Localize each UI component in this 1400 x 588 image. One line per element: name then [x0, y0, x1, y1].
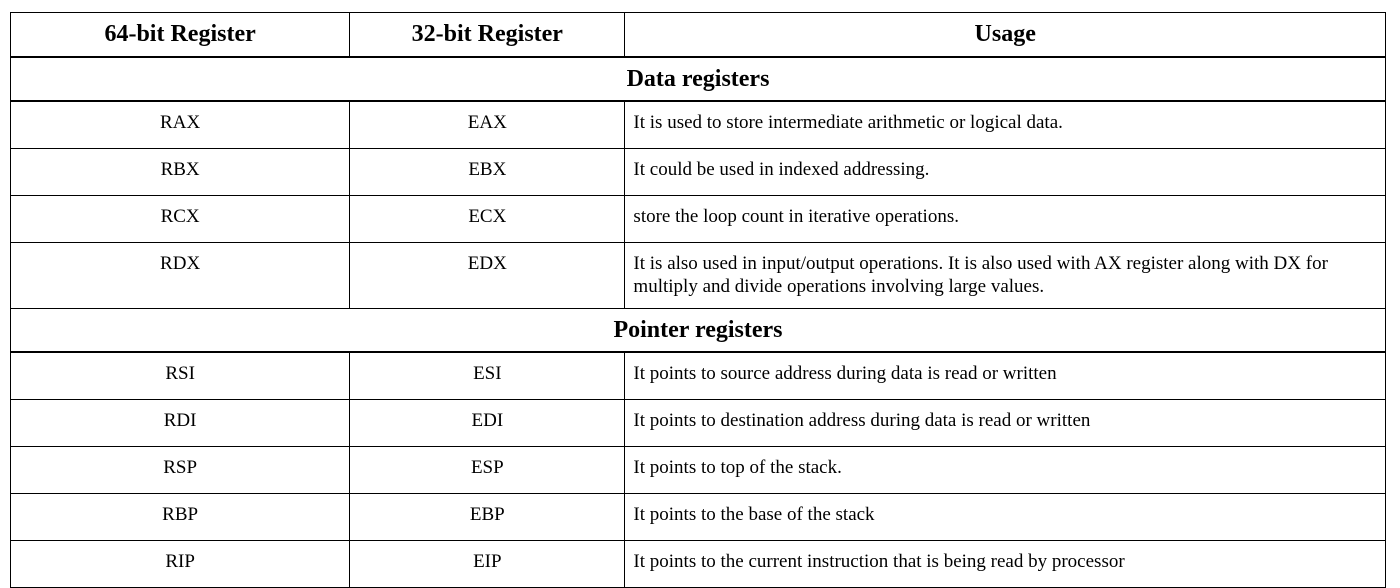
cell-usage: It points to top of the stack.: [625, 447, 1386, 494]
cell-usage: It points to the current instruction that is being read by processor: [625, 541, 1386, 588]
header-64bit: 64-bit Register: [11, 13, 350, 58]
cell-64bit: RDX: [11, 243, 350, 309]
cell-64bit: RDI: [11, 400, 350, 447]
table-row: [11, 352, 1386, 400]
cell-32bit: EIP: [350, 541, 625, 588]
table-row: [11, 149, 1386, 196]
section-title-pointer-registers: Pointer registers: [11, 309, 1386, 353]
cell-64bit: RSI: [11, 352, 350, 400]
cell-64bit: RAX: [11, 101, 350, 149]
table-row: [11, 447, 1386, 494]
table-row: [11, 196, 1386, 243]
section-row-data-registers: [11, 57, 1386, 101]
register-table: [10, 12, 1386, 588]
cell-64bit: RCX: [11, 196, 350, 243]
header-row: [11, 13, 1386, 58]
cell-64bit: RBX: [11, 149, 350, 196]
cell-32bit: ESP: [350, 447, 625, 494]
text-cursor: [10, 516, 11, 534]
section-title-data-registers: Data registers: [11, 57, 1386, 101]
cell-usage: It points to destination address during data is read or written: [625, 400, 1386, 447]
cell-64bit: RBP: [11, 494, 350, 541]
cell-64bit: RSP: [11, 447, 350, 494]
table-row: [11, 494, 1386, 541]
header-usage: Usage: [625, 13, 1386, 58]
cell-usage: It points to source address during data is read or written: [625, 352, 1386, 400]
cell-32bit: EAX: [350, 101, 625, 149]
cell-usage: It is also used in input/output operations. It is also used with AX register along with DX for multiply and divide operations involving large values.: [625, 243, 1386, 309]
cell-32bit: EBX: [350, 149, 625, 196]
cell-32bit: ESI: [350, 352, 625, 400]
section-row-pointer-registers: [11, 309, 1386, 353]
header-32bit: 32-bit Register: [350, 13, 625, 58]
cell-32bit: EBP: [350, 494, 625, 541]
cell-32bit: EDX: [350, 243, 625, 309]
table-row: [11, 541, 1386, 588]
cell-32bit: ECX: [350, 196, 625, 243]
cell-usage: It is used to store intermediate arithmetic or logical data.: [625, 101, 1386, 149]
cell-usage: store the loop count in iterative operations.: [625, 196, 1386, 243]
cell-32bit: EDI: [350, 400, 625, 447]
table-row: [11, 243, 1386, 309]
table-row: [11, 101, 1386, 149]
cell-usage: It could be used in indexed addressing.: [625, 149, 1386, 196]
table-row: [11, 400, 1386, 447]
cell-usage: It points to the base of the stack: [625, 494, 1386, 541]
cell-64bit: RIP: [11, 541, 350, 588]
